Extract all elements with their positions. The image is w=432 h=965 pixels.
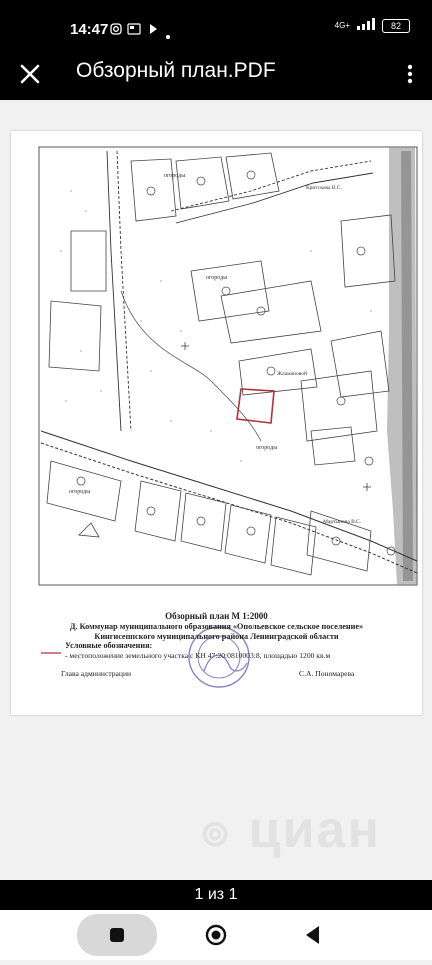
document-title: Обзорный план.PDF xyxy=(76,59,276,82)
recent-apps-icon[interactable] xyxy=(77,910,157,960)
map-label-ogorody: огороды xyxy=(164,173,186,179)
dot-icon xyxy=(166,26,170,38)
plan-subheading-2: Кингисеппского муниципального района Ленинградской области xyxy=(94,632,339,641)
signature-name: С.А. Пономарева xyxy=(299,669,355,678)
network-type: 4G+ xyxy=(334,21,350,30)
watermark xyxy=(200,800,381,860)
home-icon[interactable] xyxy=(176,910,256,960)
plan-subheading-1: Д. Коммунар муниципального образования «Опольевское сельское поселение» xyxy=(69,622,364,631)
map-label-ogorody-3: огороды xyxy=(256,445,278,451)
status-time: 14:47 xyxy=(70,21,109,38)
pdf-viewer[interactable] xyxy=(0,100,432,880)
instagram-icon xyxy=(110,22,122,34)
battery-indicator: 82 xyxy=(382,19,410,33)
map-label-ogorody-2: огороды xyxy=(206,275,228,281)
more-vert-icon[interactable] xyxy=(400,58,420,90)
bottom-area xyxy=(0,880,432,960)
map-label-owner: Критскова В.С. xyxy=(306,185,342,191)
pdf-page[interactable] xyxy=(11,131,422,715)
status-bar xyxy=(0,0,432,48)
watermark-icon: ⊚ xyxy=(200,812,233,854)
map-label-ogorody-4: огороды xyxy=(69,489,91,495)
close-icon[interactable] xyxy=(14,58,46,90)
signal-icon xyxy=(356,18,376,33)
page-indicator: 1 из 1 xyxy=(194,886,238,903)
map-label-owner-3: Мартынова В.С. xyxy=(323,519,362,525)
news-icon xyxy=(127,22,141,34)
back-icon[interactable] xyxy=(273,910,353,960)
app-bar xyxy=(0,48,432,100)
play-icon xyxy=(148,22,158,34)
navigation-bar xyxy=(0,910,432,960)
legend-title: Условные обозначения: xyxy=(65,641,153,650)
watermark-text: циан xyxy=(248,801,381,859)
signature-title: Глава администрации xyxy=(61,669,132,678)
legend-item: - местоположение земельного участка с КН 47:20:0810003:8, площадью 1200 кв.м xyxy=(65,651,331,660)
status-indicators xyxy=(335,18,410,33)
map-label-owner-2: Жламановой xyxy=(277,371,307,377)
plan-heading: Обзорный план М 1:2000 xyxy=(165,611,268,621)
